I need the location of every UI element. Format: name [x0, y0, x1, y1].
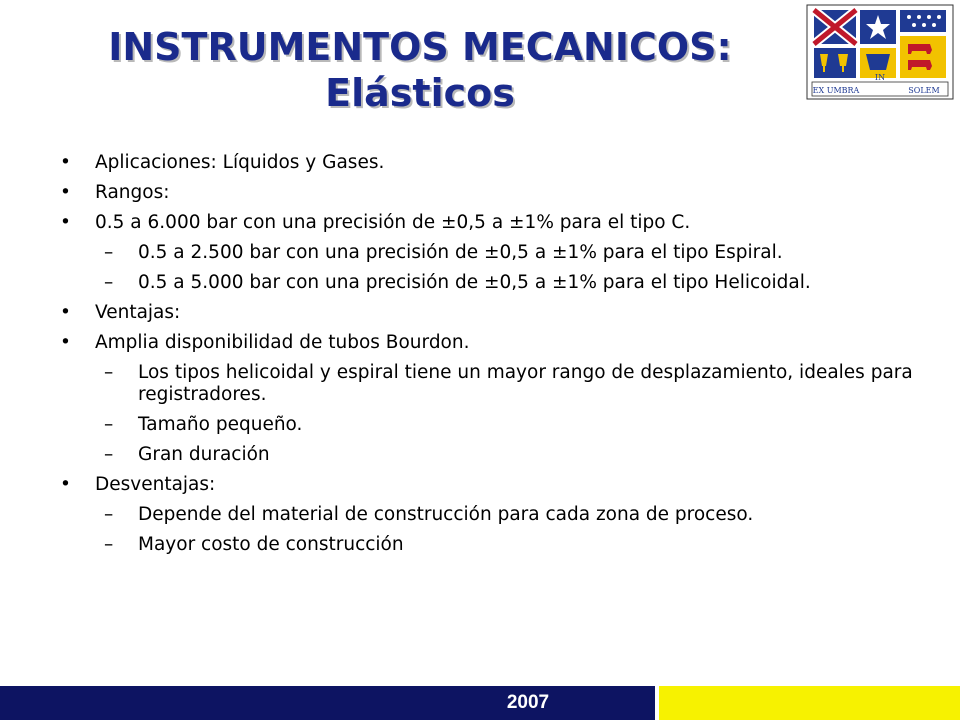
- crest-motto-center: IN: [874, 73, 886, 82]
- list-item: [60, 332, 920, 354]
- crest-motto-left: EX UMBRA: [812, 86, 860, 95]
- list-item-text: Desventajas:: [95, 474, 216, 495]
- dash-marker: –: [104, 504, 114, 525]
- list-item-text: Gran duración: [138, 444, 270, 465]
- university-crest-logo: [806, 4, 954, 100]
- bullet-list: [60, 152, 920, 564]
- slide-title-line1: INSTRUMENTOS MECANICOS:: [108, 25, 732, 69]
- dash-marker: –: [104, 242, 114, 263]
- list-item-text: 0.5 a 2.500 bar con una precisión de ±0,5 a ±1% para el tipo Espiral.: [138, 242, 783, 263]
- dash-marker: –: [104, 362, 114, 383]
- list-item-text: Ventajas:: [95, 302, 181, 323]
- list-item-text: Depende del material de construcción para cada zona de proceso.: [138, 504, 754, 525]
- bullet-marker: •: [60, 152, 71, 173]
- list-item-text: Tamaño pequeño.: [138, 414, 303, 435]
- list-item: [60, 474, 920, 496]
- bullet-marker: •: [60, 332, 71, 353]
- list-item-text: Mayor costo de construcción: [138, 534, 404, 555]
- bullet-marker: •: [60, 212, 71, 233]
- dash-marker: –: [104, 444, 114, 465]
- list-item-text: Amplia disponibilidad de tubos Bourdon.: [95, 332, 470, 353]
- list-item-text: Los tipos helicoidal y espiral tiene un mayor rango de desplazamiento, ideales para registradores.: [138, 362, 913, 405]
- sub-list-item: [60, 362, 920, 406]
- footer-bar-right: [659, 686, 960, 720]
- sub-list-item: [60, 534, 920, 556]
- list-item-text: 0.5 a 6.000 bar con una precisión de ±0,5 a ±1% para el tipo C.: [95, 212, 691, 233]
- bullet-marker: •: [60, 182, 71, 203]
- dash-marker: –: [104, 534, 114, 555]
- list-item: [60, 212, 920, 234]
- list-item: [60, 152, 920, 174]
- bullet-marker: •: [60, 474, 71, 495]
- slide-title-line2: Elásticos: [325, 71, 515, 115]
- bullet-marker: •: [60, 302, 71, 323]
- dash-marker: –: [104, 272, 114, 293]
- footer-year: 2007: [506, 692, 550, 713]
- list-item-text: Aplicaciones: Líquidos y Gases.: [95, 152, 385, 173]
- sub-list-item: [60, 272, 920, 294]
- sub-list-item: [60, 414, 920, 436]
- dash-marker: –: [104, 414, 114, 435]
- sub-list-item: [60, 242, 920, 264]
- list-item-text: Rangos:: [95, 182, 170, 203]
- sub-list-item: [60, 444, 920, 466]
- crest-motto-right: SOLEM: [908, 86, 940, 95]
- list-item: [60, 302, 920, 324]
- list-item-text: 0.5 a 5.000 bar con una precisión de ±0,5 a ±1% para el tipo Helicoidal.: [138, 272, 811, 293]
- list-item: [60, 182, 920, 204]
- sub-list-item: [60, 504, 920, 526]
- slide-title: [60, 24, 780, 116]
